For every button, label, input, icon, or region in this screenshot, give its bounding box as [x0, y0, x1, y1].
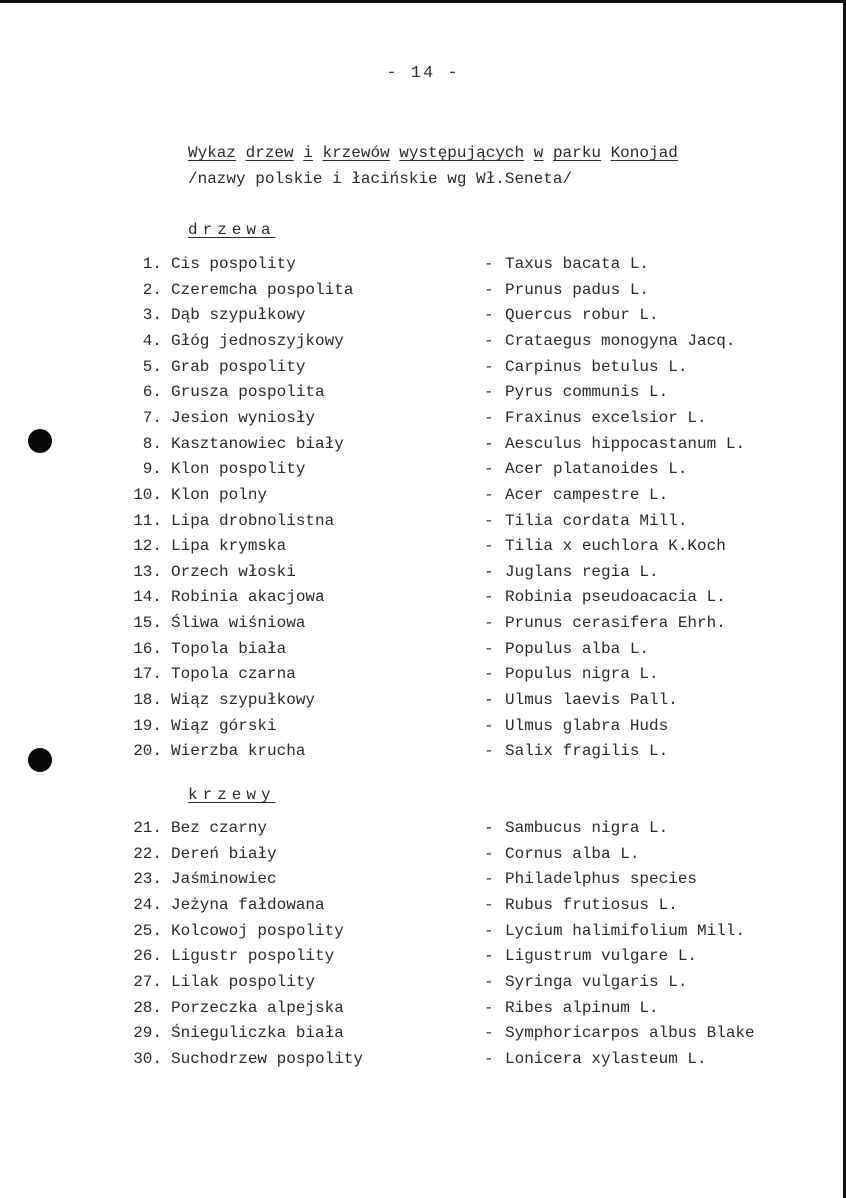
list-item [0, 563, 846, 585]
latin-name: Rubus frutiosus L. [505, 895, 678, 914]
polish-name: Śliwa wiśniowa [171, 614, 306, 633]
separator-dash: - [484, 511, 494, 530]
separator-dash: - [484, 357, 494, 376]
latin-name: Ribes alpinum L. [505, 998, 659, 1017]
item-number: 24. [133, 895, 162, 914]
list-item [0, 870, 846, 892]
item-number: 3. [142, 306, 162, 325]
latin-name: Ulmus laevis Pall. [505, 691, 678, 710]
latin-name: Acer platanoides L. [505, 460, 688, 479]
item-number: 21. [133, 819, 162, 837]
polish-name: Grab pospolity [171, 357, 306, 376]
polish-name: Orzech włoski [171, 562, 296, 581]
list-item [0, 537, 846, 559]
polish-name: Jeżyna fałdowana [171, 895, 325, 914]
polish-name: Lilak pospolity [171, 972, 316, 991]
list-item [0, 460, 846, 482]
latin-name: Lycium halimifolium Mill. [505, 921, 746, 940]
item-number: 30. [133, 1049, 162, 1068]
separator-dash: - [484, 639, 494, 658]
item-number: 7. [142, 408, 162, 427]
separator-dash: - [484, 434, 494, 453]
item-number: 27. [133, 972, 162, 991]
item-number: 25. [133, 921, 162, 940]
separator-dash: - [484, 972, 494, 991]
separator-dash: - [484, 255, 494, 273]
list-item [0, 691, 846, 713]
separator-dash: - [484, 280, 494, 299]
item-number: 16. [133, 639, 162, 658]
polish-name: Wiąz górski [171, 716, 277, 735]
list-item [0, 896, 846, 918]
latin-name: Populus alba L. [505, 639, 650, 658]
latin-name: Prunus padus L. [505, 280, 650, 299]
list-item [0, 332, 846, 354]
list-item [0, 717, 846, 739]
item-number: 13. [133, 562, 162, 581]
separator-dash: - [484, 691, 494, 710]
separator-dash: - [484, 742, 494, 761]
list-item [0, 845, 846, 867]
polish-name: Porzeczka alpejska [171, 998, 344, 1017]
item-number: 28. [133, 998, 162, 1017]
polish-name: Kasztanowiec biały [171, 434, 344, 453]
polish-name: Cis pospolity [171, 255, 296, 273]
separator-dash: - [484, 383, 494, 402]
polish-name: Robinia akacjowa [171, 588, 325, 607]
latin-name: Tilia cordata Mill. [505, 511, 688, 530]
item-number: 5. [142, 357, 162, 376]
title-word: krzewów [322, 144, 390, 162]
polish-name: Klon pospolity [171, 460, 306, 479]
polish-name: Jaśminowiec [171, 870, 277, 889]
latin-name: Aesculus hippocastanum L. [505, 434, 746, 453]
list-item [0, 922, 846, 944]
polish-name: Lipa krymska [171, 537, 287, 556]
item-number: 6. [142, 383, 162, 402]
separator-dash: - [484, 331, 494, 350]
separator-dash: - [484, 460, 494, 479]
list-item [0, 973, 846, 995]
polish-name: Lipa drobnolistna [171, 511, 335, 530]
item-number: 26. [133, 947, 162, 966]
latin-name: Tilia x euchlora K.Koch [505, 537, 726, 556]
item-number: 11. [133, 511, 162, 530]
list-item [0, 614, 846, 636]
latin-name: Carpinus betulus L. [505, 357, 688, 376]
separator-dash: - [484, 895, 494, 914]
polish-name: Głóg jednoszyjkowy [171, 331, 344, 350]
polish-name: Klon polny [171, 485, 268, 504]
polish-name: Dereń biały [171, 844, 277, 863]
list-item [0, 665, 846, 687]
item-number: 8. [142, 434, 162, 453]
item-number: 17. [133, 665, 162, 684]
separator-dash: - [484, 921, 494, 940]
item-number: 18. [133, 691, 162, 710]
polish-name: Śnieguliczka biała [171, 1024, 344, 1043]
latin-name: Pyrus communis L. [505, 383, 669, 402]
separator-dash: - [484, 870, 494, 889]
list-item [0, 255, 846, 277]
latin-name: Populus nigra L. [505, 665, 659, 684]
latin-name: Juglans regia L. [505, 562, 659, 581]
list-item [0, 383, 846, 405]
title-word: Wykaz [188, 144, 237, 162]
document-title [188, 144, 678, 162]
latin-name: Syringa vulgaris L. [505, 972, 688, 991]
polish-name: Kolcowoj pospolity [171, 921, 344, 940]
list-item [0, 512, 846, 534]
list-item [0, 999, 846, 1021]
item-number: 22. [133, 844, 162, 863]
item-number: 10. [133, 485, 162, 504]
title-word: i [303, 144, 313, 162]
list-item [0, 742, 846, 764]
separator-dash: - [484, 485, 494, 504]
title-word: Konojad [610, 144, 678, 162]
list-item [0, 1050, 846, 1072]
latin-name: Lonicera xylasteum L. [505, 1049, 707, 1068]
item-number: 15. [133, 614, 162, 633]
polish-name: Grusza pospolita [171, 383, 325, 402]
latin-name: Ulmus glabra Huds [505, 716, 669, 735]
separator-dash: - [484, 408, 494, 427]
document-subtitle: /nazwy polskie i łacińskie wg Wł.Seneta/ [188, 170, 573, 188]
latin-name: Quercus robur L. [505, 306, 659, 325]
item-number: 9. [142, 460, 162, 479]
list-item [0, 306, 846, 328]
separator-dash: - [484, 1024, 494, 1043]
polish-name: Wiąz szypułkowy [171, 691, 316, 710]
separator-dash: - [484, 588, 494, 607]
latin-name: Philadelphus species [505, 870, 698, 889]
list-item [0, 409, 846, 431]
polish-name: Czeremcha pospolita [171, 280, 354, 299]
polish-name: Suchodrzew pospolity [171, 1049, 364, 1068]
list-item [0, 819, 846, 841]
list-item [0, 486, 846, 508]
polish-name: Wierzba krucha [171, 742, 306, 761]
item-number: 19. [133, 716, 162, 735]
title-word: w [533, 144, 544, 162]
latin-name: Taxus bacata L. [505, 255, 650, 273]
list-item [0, 281, 846, 303]
separator-dash: - [484, 998, 494, 1017]
latin-name: Prunus cerasifera Ehrh. [505, 614, 726, 633]
title-word: parku [552, 144, 601, 162]
separator-dash: - [484, 819, 494, 837]
section-heading-shrubs: krzewy [188, 786, 276, 804]
polish-name: Bez czarny [171, 819, 268, 837]
list-item [0, 947, 846, 969]
section-heading-trees: drzewa [188, 221, 276, 239]
polish-name: Jesion wyniosły [171, 408, 316, 427]
separator-dash: - [484, 537, 494, 556]
item-number: 2. [142, 280, 162, 299]
separator-dash: - [484, 306, 494, 325]
item-number: 20. [133, 742, 162, 761]
list-item [0, 640, 846, 662]
item-number: 29. [133, 1024, 162, 1043]
separator-dash: - [484, 716, 494, 735]
list-item [0, 358, 846, 380]
list-item [0, 588, 846, 610]
latin-name: Fraxinus excelsior L. [505, 408, 707, 427]
separator-dash: - [484, 1049, 494, 1068]
latin-name: Salix fragilis L. [505, 742, 669, 761]
item-number: 23. [133, 870, 162, 889]
item-number: 4. [142, 331, 162, 350]
list-item [0, 1024, 846, 1046]
latin-name: Ligustrum vulgare L. [505, 947, 698, 966]
latin-name: Sambucus nigra L. [505, 819, 669, 837]
latin-name: Acer campestre L. [505, 485, 669, 504]
title-word: drzew [245, 144, 294, 162]
polish-name: Dąb szypułkowy [171, 306, 306, 325]
polish-name: Topola biała [171, 639, 287, 658]
separator-dash: - [484, 947, 494, 966]
item-number: 12. [133, 537, 162, 556]
separator-dash: - [484, 614, 494, 633]
list-item [0, 435, 846, 457]
polish-name: Ligustr pospolity [171, 947, 335, 966]
item-number: 14. [133, 588, 162, 607]
latin-name: Cornus alba L. [505, 844, 640, 863]
separator-dash: - [484, 562, 494, 581]
item-number: 1. [142, 255, 162, 273]
polish-name: Topola czarna [171, 665, 296, 684]
page-number: - 14 - [386, 64, 460, 83]
latin-name: Symphoricarpos albus Blake [505, 1024, 755, 1043]
scan-edge-top [0, 0, 846, 3]
latin-name: Crataegus monogyna Jacq. [505, 331, 736, 350]
separator-dash: - [484, 665, 494, 684]
latin-name: Robinia pseudoacacia L. [505, 588, 726, 607]
separator-dash: - [484, 844, 494, 863]
title-word: występujących [399, 144, 525, 162]
